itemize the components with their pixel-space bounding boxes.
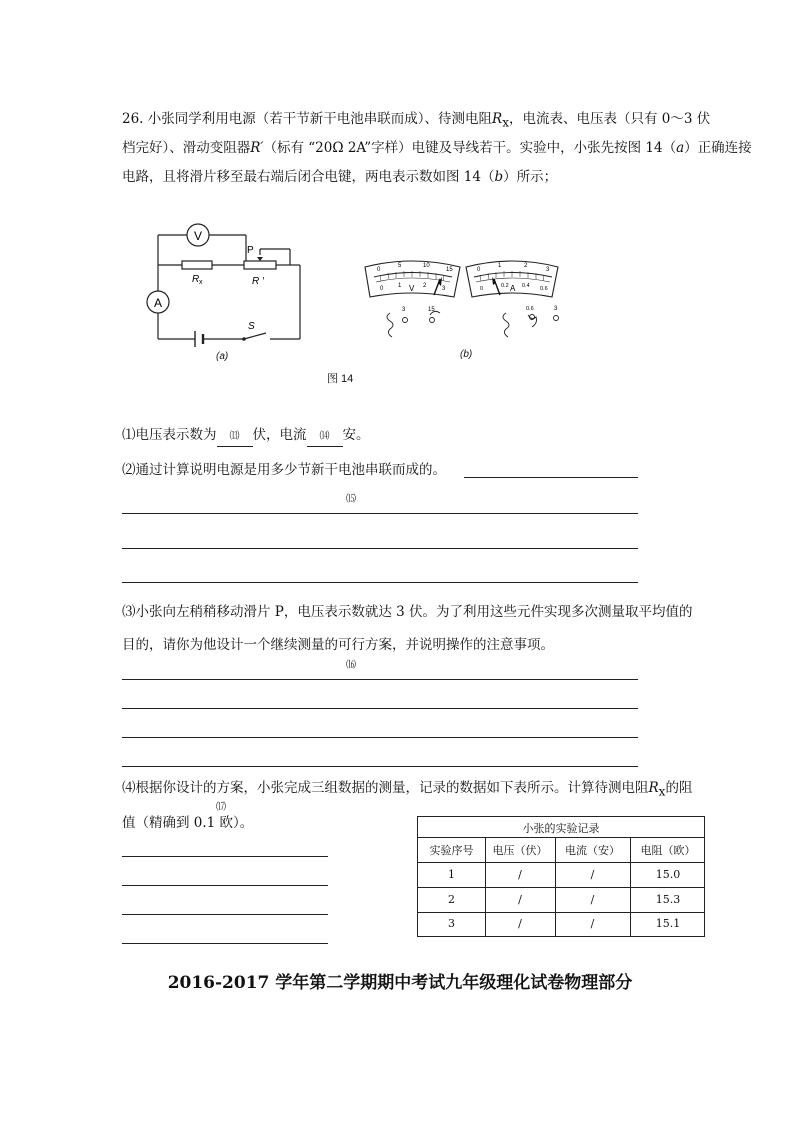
svg-text:15: 15 [446,267,453,273]
part1: ⑴电压表示数为 ⒀ 伏，电流 ⒁ 安。 [122,426,370,447]
answer-line[interactable] [464,477,638,478]
figure-caption: 图 14 [327,373,354,385]
circuit-diagram [140,215,320,365]
table-title: 小张的实验记录 [522,822,600,835]
voltmeter-dial-symbol: V [409,284,415,293]
switch-label: S [248,321,255,332]
blank-14[interactable]: ⒁ [307,428,343,447]
svg-text:0.4: 0.4 [522,283,530,289]
question-line-2: 档完好）、滑动变阻器R′（标有 “20Ω 2A”字样）电键及导线若干。实验中，小张先按图 14（a）正确连接 [122,140,752,156]
rprime-label: R ′ [252,276,264,287]
svg-text:10: 10 [423,263,430,269]
svg-text:0: 0 [380,286,384,292]
table-cell: / [518,893,522,906]
voltmeter-label: V [193,229,203,243]
svg-text:2: 2 [423,283,427,289]
svg-text:1: 1 [398,283,402,289]
table-cell: / [518,917,522,930]
table-cell: / [590,868,595,881]
answer-line[interactable] [122,856,328,857]
table-header: 电阻（欧） [640,844,696,857]
svg-text:15: 15 [428,307,435,313]
svg-text:0.6: 0.6 [540,286,548,292]
slider-label: P [247,245,254,256]
answer-line[interactable] [122,679,638,680]
svg-text:3: 3 [442,286,446,292]
part4-line-2: 值（精确到 0.1 欧）。 [122,815,254,831]
rx-label: R [192,274,200,285]
answer-line[interactable] [122,513,638,514]
svg-text:1: 1 [498,263,502,269]
question-line-1: 26. 小张同学利用电源（若干节新干电池串联而成）、待测电阻$R_x$，电流表、电压表（只有 0～3 伏 [122,111,711,130]
answer-line[interactable] [122,943,328,944]
part3-line-1: ⑶小张向左稍稍移动滑片 P，电压表示数就达 3 伏。为了利用这些元件实现多次测量取平均值的 [122,604,693,620]
answer-line[interactable] [122,766,638,767]
table-cell: 2 [448,893,455,906]
switch-contact [242,337,246,341]
answer-line[interactable] [122,885,328,886]
svg-text:0: 0 [477,267,481,273]
part3-line-2: 目的，请你为他设计一个继续测量的可行方案，并说明操作的注意事项。 [122,637,554,653]
table-cell: / [590,893,595,906]
svg-text:3: 3 [546,267,550,273]
answer-line[interactable] [122,914,328,915]
blank-13[interactable]: ⒀ [217,428,253,447]
svg-text:5: 5 [398,263,402,269]
slider-arrow [257,257,263,261]
blank-16-marker: ⒃ [346,660,356,671]
resistor-rx [182,261,212,269]
svg-text:0: 0 [377,267,381,273]
table-cell: 15.3 [655,893,681,906]
ammeter-dial-symbol: A [510,284,516,293]
meters-figure [360,255,560,345]
table-cell: 3 [448,917,455,930]
answer-line[interactable] [122,708,638,709]
subfigure-b-label: (b) [460,349,473,360]
table-header: 电流（安） [565,844,620,857]
blank-17-marker: ⒄ [216,802,226,813]
ammeter-label: A [153,296,163,310]
part2: ⑵通过计算说明电源是用多少节新干电池串联而成的。 [122,462,446,478]
table-cell: 15.0 [655,868,681,881]
table-cell: 1 [448,868,455,881]
svg-text:3: 3 [402,307,406,313]
experiment-record-table [417,816,705,937]
svg-text:0: 0 [480,286,484,292]
table-cell: / [590,917,595,930]
answer-line[interactable] [122,582,638,583]
answer-line[interactable] [122,737,638,738]
svg-text:3: 3 [554,306,558,312]
table-header: 实验序号 [429,844,474,857]
part4-line-1: ⑷根据你设计的方案，小张完成三组数据的测量，记录的数据如下表所示。计算待测电阻$R_x$的阻 [122,780,693,799]
ammeter-terminals [503,313,559,337]
table-header: 电压（伏） [492,844,548,857]
svg-text:0.6: 0.6 [526,306,534,312]
svg-text:2: 2 [524,263,528,269]
answer-line[interactable] [122,548,638,549]
table-cell: 15.1 [655,917,681,930]
rheostat-rprime [244,261,276,269]
question-number: 26. [122,111,144,127]
svg-text:0.2: 0.2 [501,283,509,289]
rx-sub-label: x [199,279,203,286]
question-line-3: 电路，且将滑片移至最右端后闭合电键，两电表示数如图 14（b）所示； [122,169,558,185]
section-heading: 2016-2017 学年第二学期期中考试九年级理化试卷物理部分 [167,973,633,993]
subfigure-a-label: (a) [216,351,229,362]
blank-15-marker: ⒂ [346,494,356,505]
table-cell: / [518,868,522,881]
voltmeter-terminals [387,311,440,337]
